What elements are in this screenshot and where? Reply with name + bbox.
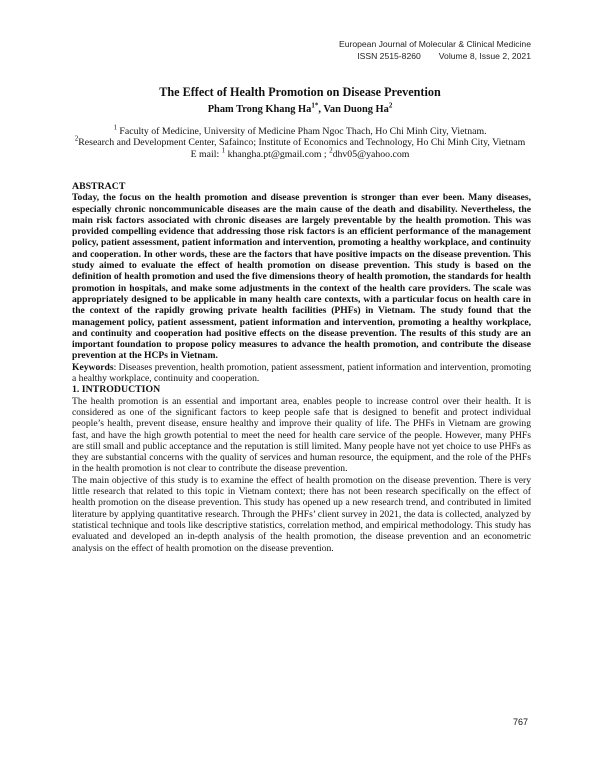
introduction-paragraph-1: The health promotion is an essential and important area, enables people to increase control over their health. It is considered as one of the significant factors to keep people safe that is designed to benefit and protect individual people’s health, prevent disease, ensure healthy and improve their quality of life. The PHFs in Vietnam are growing fast, and have the high growth potential to meet the need for health care service of the people. However, many PHFs are still small and public acceptance and the reputation is still limited. Many people have not yet choice to use PHFs as they are substantial concerns with the quality of services and human resource, the equipment, and the role of the PHFs in the health promotion is not clear to contribute the disease prevention. <box>72 395 531 475</box>
paper-title: The Effect of Health Promotion on Disease Prevention <box>159 85 441 99</box>
journal-header <box>339 38 531 62</box>
email-2[interactable]: dhv05@yahoo.com <box>332 148 410 160</box>
issn: ISSN 2515-8260 <box>357 51 421 61</box>
page-number: 767 <box>512 717 528 727</box>
email-1[interactable]: khangha.pt@gmail.com ; <box>225 148 330 160</box>
author-2-marker: 2 <box>388 101 393 110</box>
keywords-label: Keywords <box>72 361 114 373</box>
abstract-heading: ABSTRACT <box>72 181 126 192</box>
keywords-text: : Diseases prevention, health promotion, patient assessment, patient information and intervention, promoting a healthy workplace, continuity and cooperation. <box>72 361 531 385</box>
email-label: E mail: <box>190 148 222 160</box>
author-1: Pham Trong Khang Ha <box>207 104 312 115</box>
author-line <box>0 101 600 115</box>
email-line <box>68 146 532 160</box>
affiliation-1-text: Faculty of Medicine, University of Medicine Pham Ngoc Thach, Ho Chi Minh City, Vietnam. <box>119 126 487 137</box>
affiliation-2 <box>68 137 532 148</box>
keywords-paragraph <box>72 362 531 385</box>
introduction-paragraph-2: The main objective of this study is to examine the effect of health promotion on the disease prevention. There is very little research that related to this topic in Vietnam context; there has not been research specifically on the effect of health promotion on the disease prevention. This study has opened up a new research trend, and contributed in limited literature by applying quantitative research. Through the PHFs’ client survey in 2021, the data is collected, analyzed by statistical technique and tools like descriptive statistics, correlation method, and empirical methodology. This study has evaluated and developed an in-depth analysis of the health promotion, the disease prevention and an econometric analysis on the effect of health promotion on the disease prevention. <box>72 474 531 554</box>
affiliations <box>68 123 532 160</box>
affiliation-1 <box>68 123 532 137</box>
affiliation-2-marker: 2 <box>74 135 79 144</box>
email-2-marker: 2 <box>329 146 333 155</box>
author-1-marker: 1* <box>311 101 319 110</box>
introduction-heading: 1. INTRODUCTION <box>72 384 161 396</box>
affiliation-1-marker: 1 <box>113 123 117 132</box>
paper-body <box>72 181 531 554</box>
volume-issue: Volume 8, Issue 2, 2021 <box>438 51 531 61</box>
author-separator: , <box>318 104 324 115</box>
issn-volume-line <box>339 50 531 62</box>
affiliation-2-text: Research and Development Center, Safainco; Institute of Economics and Technology, Ho Chi Minh City, Vietnam <box>78 137 526 149</box>
journal-name: European Journal of Molecular & Clinical Medicine <box>338 39 531 49</box>
email-1-marker: 1 <box>221 146 226 155</box>
abstract-text: Today, the focus on the health promotion and disease prevention is stronger than ever been. Many diseases, especially chronic noncommunicable diseases are the main cause of the death and disability. Nevertheless, the main risk factors associated with chronic diseases are largely preventable by the health promotion. This was provided compelling evidence that addressing those risk factors is an efficient performance of the management policy, patient assessment, patient information and intervention, promoting a healthy workplace, and continuity and cooperation. In other words, these are the factors that have positive impacts on the disease prevention. This study aimed to evaluate the effect of health promotion on disease prevention. This study is based on the definition of health promotion and used the five dimensions theory of health promotion, the standards for health promotion in hospitals, and make some adjustments in the context of the health care providers. The scale was appropriately designed to be applicable in many health care contexts, with a particular focus on health care in the context of the rapidly growing private health facilities (PHFs) in Vietnam. The study found that the management policy, patient assessment, patient information and intervention, promoting a healthy workplace, and continuity and cooperation had positive effects on the disease prevention. The results of this study are an important foundation to propose policy measures to advance the health promotion, and contribute the disease prevention at the HCPs in Vietnam. <box>72 192 531 362</box>
author-2: Van Duong Ha <box>323 104 389 115</box>
